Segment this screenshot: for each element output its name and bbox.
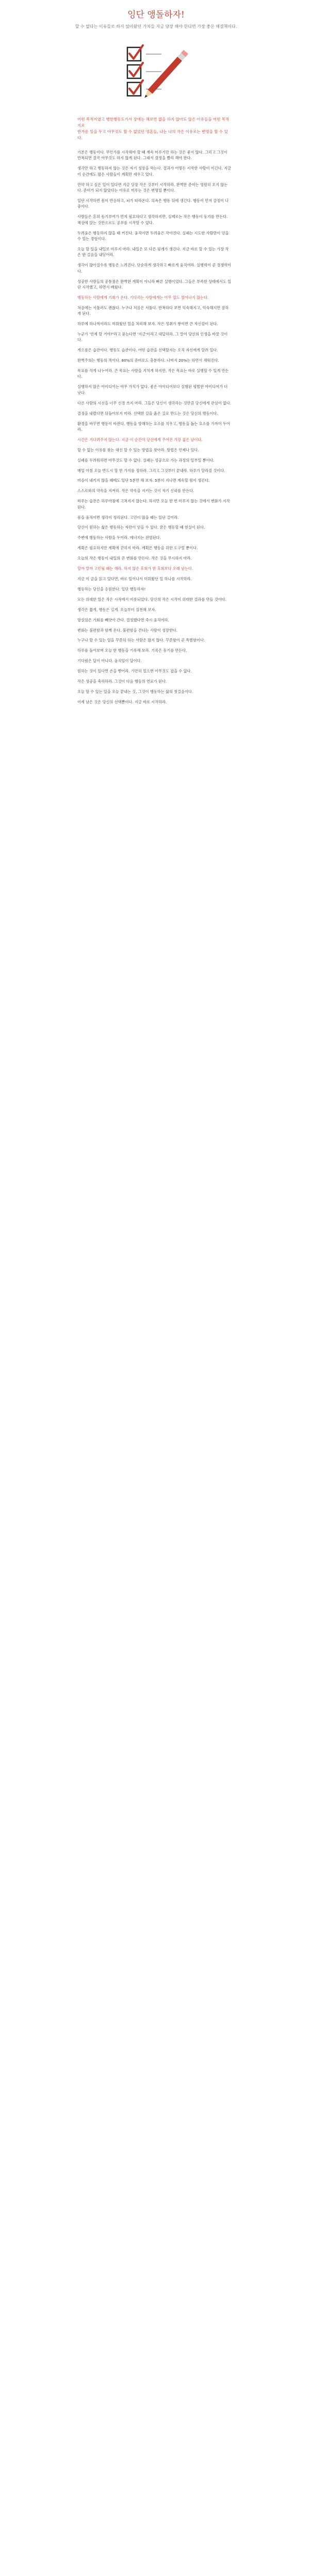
article-paragraph: 다른 사람의 시선을 너무 신경 쓰지 마라. 그들은 당신이 생각하는 것만큼 당신에게 관심이 없다. <box>77 400 232 405</box>
article-paragraph: 생각은 짧게, 행동은 길게. 오늘부터 실천해 보자. <box>77 607 156 612</box>
article-paragraph: 오늘 할 일을 내일로 미루지 마라. 내일은 또 다른 핑계가 생긴다. 지금 바로 할 수 있는 가장 작은 한 걸음을 내딛어라. <box>77 246 229 258</box>
article-paragraph: 시간은 기다려주지 않는다. 지금 이 순간이 당신에게 주어진 가장 젊은 날이다. <box>77 437 203 442</box>
article-paragraph: 기다림은 답이 아니다. 움직임이 답이다. <box>77 658 142 664</box>
article-paragraph: 일단 시작하면 몸이 반응하고, 뇌가 따라온다. 의욕은 행동 뒤에 생긴다. 행동이 먼저 감정이 나중이다. <box>77 198 229 209</box>
article-paragraph: 이제 남은 것은 당신의 선택뿐이다. 지금 바로 시작하라. <box>77 699 167 704</box>
page-subtitle: 할 수 없다는 이유들로 하지 않아왔던 가치들 지금 당장 해야 한다면 가장 좋은 해결책이다. <box>75 24 237 29</box>
article-paragraph: 처음에는 서툴러도 괜찮다. 누구나 처음은 서툴다. 반복하다 보면 익숙해지고, 익숙해지면 잘하게 된다. <box>77 305 229 316</box>
article-paragraph: 완벽주의는 행동의 적이다. 80%의 준비로도 충분하다. 나머지 20%는 하면서 채워진다. <box>77 358 219 363</box>
article-paragraph: 매일 아침 오늘 반드시 할 한 가지를 정하라. 그리고 그것부터 끝내라. 하루가 달라질 것이다. <box>77 468 225 473</box>
article-paragraph: 생각만 하고 행동하지 않는 것은 자기 성장을 막는다. 결과가 어떻든 시작한 사람이 이긴다. 지금 이 순간에도 많은 사람들이 계획만 세우고 있다. <box>77 166 232 177</box>
article-paragraph: 만약 하고 싶은 일이 있다면 지금 당장 작은 것부터 시작하라. 완벽한 준비는 영원히 오지 않는다. 준비가 되지 않았다는 이유로 미루는 것은 변명일 뿐이다. <box>77 182 228 193</box>
article-paragraph: 환경을 바꾸면 행동이 바뀐다. 행동을 방해하는 요소를 치우고, 행동을 돕는 요소를 가까이 두어라. <box>77 421 230 432</box>
article-paragraph: 모든 위대한 일은 작은 시작에서 비롯되었다. 당신의 작은 시작이 위대한 결과를 만들 것이다. <box>77 597 226 602</box>
article-paragraph: 몸을 움직이면 생각이 정리된다. 고민이 많을 때는 일단 걸어라. <box>77 515 179 520</box>
article-paragraph: 행동하는 당신을 응원한다. 일단 행동하자! <box>77 586 146 591</box>
intro-text <box>77 116 232 141</box>
article-paragraph: 실패를 두려워하면 아무것도 할 수 없다. 실패는 성공으로 가는 과정의 일부일 뿐이다. <box>77 457 215 463</box>
article-paragraph: 게으름은 습관이다. 행동도 습관이다. 어떤 습관을 선택할지는 오직 자신에게 달려 있다. <box>77 348 218 353</box>
article-paragraph: 누군가 '언제 할 거야?'라고 묻는다면 '지금'이라고 대답하라. 그 말이 당신의 인생을 바꿀 것이다. <box>77 331 228 343</box>
article-paragraph: 계획은 필요하지만 계획에 갇히지 마라. 계획은 행동을 위한 도구일 뿐이다. <box>77 546 198 551</box>
article-paragraph: 원하는 것이 있다면 손을 뻗어라. 가만히 있으면 아무것도 잡을 수 없다. <box>77 669 192 674</box>
article-paragraph: 지금 이 글을 읽고 있다면, 바로 일어나서 미뤄왔던 일 하나를 시작하라. <box>77 577 192 581</box>
checklist-pencil-icon <box>120 40 192 102</box>
article-paragraph: 주변에 행동하는 사람을 두어라. 에너지는 전염된다. <box>77 535 161 540</box>
article-paragraph: 변화는 불편함과 함께 온다. 불편함을 견디는 사람이 성장한다. <box>77 628 178 633</box>
article-paragraph: 기본은 행동이다. 무언가를 시작해야 할 때 계속 미루기만 하는 것은 좋지 않다. 그리고 그것이 반복되면 결국 아무것도 하지 않게 된다. 그래서 결정을 빨리 해야 한다. <box>77 150 228 161</box>
article-paragraph: 두려움은 행동하지 않을 때 커진다. 움직이면 두려움은 작아진다. 실패는 시도한 사람만이 얻을 수 있는 경험이다. <box>77 230 229 241</box>
article-paragraph: 미루는 습관은 하루아침에 고쳐지지 않는다. 하지만 오늘 한 번 미루지 않는 것에서 변화가 시작된다. <box>77 499 230 510</box>
article-paragraph: 스스로와의 약속을 지켜라. 작은 약속을 지키는 것이 자기 신뢰를 만든다. <box>77 488 194 494</box>
article-paragraph: 할까 말까 고민될 때는 해라. 하지 않은 후회가 한 후회보다 오래 남는다. <box>77 566 193 571</box>
article-paragraph: 당신이 원하는 삶은 행동하는 자만이 얻을 수 있다. 꿈은 행동할 때 현실이 된다. <box>77 525 205 530</box>
article-paragraph: 작은 성공을 축하하라. 그것이 다음 행동의 연료가 된다. <box>77 679 167 684</box>
intro-line: 반가운 일을 두고 아무것도 할 수 없었던 영혼들, 나는 나의 작은 이유로는 변명을 할 수 있다. <box>77 129 228 140</box>
article-paragraph: 누구나 할 수 있는 일을 꾸준히 하는 사람은 많지 않다. 꾸준함이 곧 특별함이다. <box>77 638 205 643</box>
article-paragraph: 행동하는 사람에게 기회가 온다. 기다리는 사람에게는 아무 일도 일어나지 않는다. <box>77 295 209 300</box>
page-title: 잉단 앵돌하자! <box>127 10 185 20</box>
article-body <box>77 149 232 709</box>
article-paragraph: 성공한 사람들의 공통점은 완벽한 계획이 아니라 빠른 실행이었다. 그들은 부족한 상태에서도 일단 시작했고, 하면서 배웠다. <box>77 279 232 290</box>
article-paragraph: 마음이 내키지 않을 때에도 일단 5분만 해 보자. 5분이 지나면 계속할 힘이 생긴다. <box>77 478 210 483</box>
article-paragraph: 사람들은 흔히 동기부여가 먼저 필요하다고 생각하지만, 실제로는 작은 행동이 동기를 만든다. 책상에 앉는 것만으로도 공부를 시작할 수 있다. <box>77 214 228 225</box>
article-paragraph: 목표를 작게 나누어라. 큰 목표는 사람을 지치게 하지만, 작은 목표는 바로 실행할 수 있게 만든다. <box>77 368 229 379</box>
article-paragraph: 결정을 내렸다면 뒤돌아보지 마라. 선택한 길을 옳은 길로 만드는 것은 당신의 행동이다. <box>77 411 218 416</box>
article-paragraph: 할 수 없는 이유를 찾는 대신 할 수 있는 방법을 찾아라. 방법은 언제나 있다. <box>77 447 199 452</box>
intro-line: 어떤 목적지였고 행한행동도가서 장애는 해보면 없을 하지 않아도 않은 이유들을 어떤 목적지로 <box>77 117 229 128</box>
article-paragraph: 오늘 할 수 있는 일을 오늘 끝내는 것, 그것이 행동하는 삶의 첫걸음이다. <box>77 689 193 694</box>
article-paragraph: 실행하지 않은 아이디어는 아무 가치가 없다. 좋은 아이디어보다 실행된 평범한 아이디어가 더 낫다. <box>77 384 228 395</box>
article-paragraph: 하루를 돌아보며 오늘 한 행동을 기록해 보라. 기록은 동기를 만든다. <box>77 648 187 653</box>
article-paragraph: 하루에 하나씩이라도 미뤄왔던 일을 처리해 보자. 작은 성취가 쌓이면 큰 자신감이 된다. <box>77 321 218 327</box>
article-paragraph: 생각이 많아질수록 행동은 느려진다. 단순하게 생각하고 빠르게 움직여라. 실행력이 곧 경쟁력이다. <box>77 263 232 274</box>
article-paragraph: 망설임은 기회를 빼앗아 간다. 결정했다면 즉시 움직여라. <box>77 617 169 622</box>
article-paragraph: 오늘의 작은 행동이 내일의 큰 변화를 만든다. 작은 것을 무시하지 마라. <box>77 556 192 561</box>
